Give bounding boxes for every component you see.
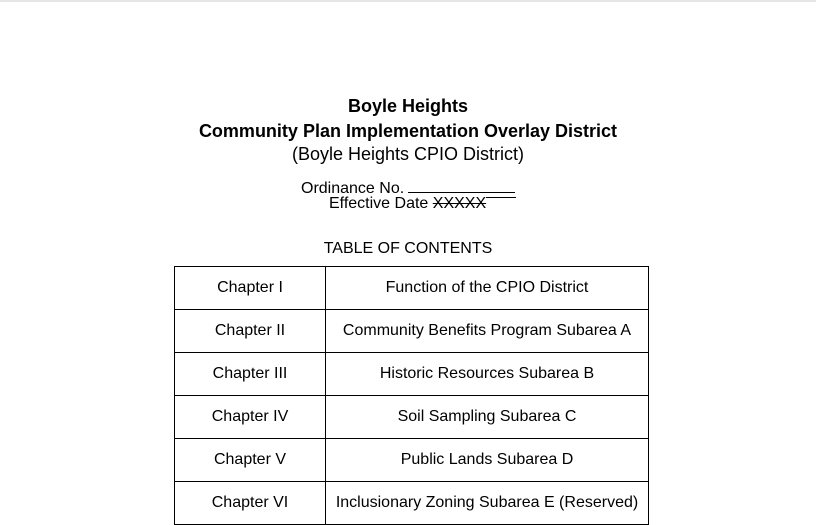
toc-title: Community Benefits Program Subarea A xyxy=(326,310,649,353)
effective-date xyxy=(329,195,486,213)
ordinance-label: Ordinance No. xyxy=(301,180,405,197)
toc-title: Soil Sampling Subarea C xyxy=(326,396,649,439)
title-line-1: Boyle Heights xyxy=(347,96,469,116)
toc-title: Function of the CPIO District xyxy=(326,267,649,310)
table-row xyxy=(175,482,649,525)
table-row xyxy=(175,439,649,482)
table-row xyxy=(175,353,649,396)
ordinance-blank-line xyxy=(408,179,515,193)
effective-date-rule xyxy=(486,197,516,198)
toc-heading: TABLE OF CONTENTS xyxy=(323,240,493,257)
table-row xyxy=(175,396,649,439)
toc-title: Public Lands Subarea D xyxy=(326,439,649,482)
title-line-3: (Boyle Heights CPIO District) xyxy=(291,144,525,164)
effective-date-label: Effective Date xyxy=(329,195,429,212)
table-row xyxy=(175,267,649,310)
toc-title: Inclusionary Zoning Subarea E (Reserved) xyxy=(326,482,649,525)
toc-chapter: Chapter VI xyxy=(175,482,326,525)
toc-table xyxy=(174,266,649,525)
toc-chapter: Chapter I xyxy=(175,267,326,310)
effective-date-value: XXXXX xyxy=(432,195,487,212)
title-line-2: Community Plan Implementation Overlay District xyxy=(198,121,618,141)
toc-chapter: Chapter V xyxy=(175,439,326,482)
toc-chapter: Chapter II xyxy=(175,310,326,353)
toc-title: Historic Resources Subarea B xyxy=(326,353,649,396)
toc-chapter: Chapter III xyxy=(175,353,326,396)
table-row xyxy=(175,310,649,353)
toc-chapter: Chapter IV xyxy=(175,396,326,439)
